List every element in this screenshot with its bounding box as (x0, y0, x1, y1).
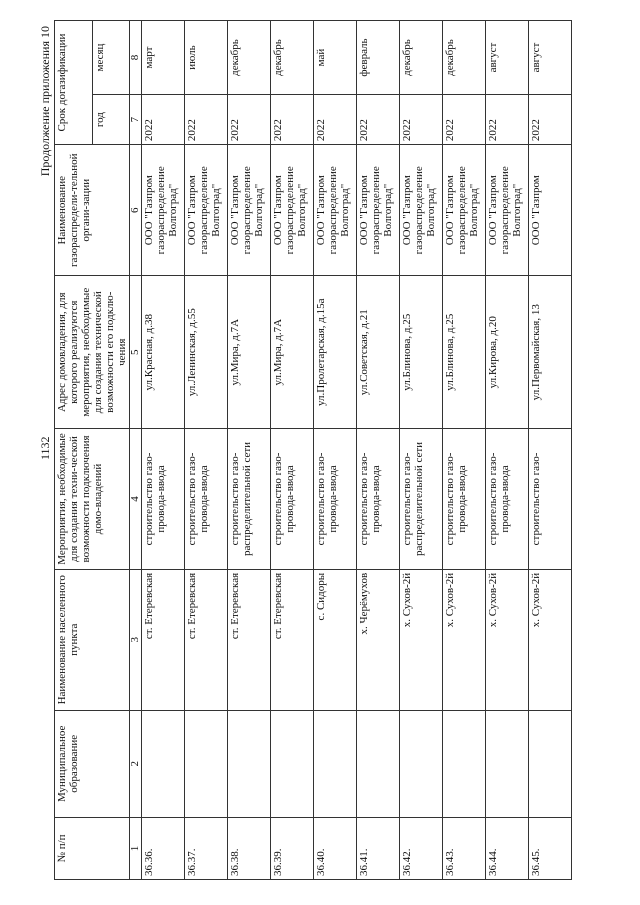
cell-measures: строительство газо-распределительной сети (228, 429, 271, 570)
cell-settlement: ст. Етеревская (142, 569, 185, 710)
cell-no: 36.39. (271, 817, 314, 879)
col-header-no: № п/п (55, 817, 130, 879)
cell-no: 36.41. (357, 817, 400, 879)
cell-no: 36.38. (228, 817, 271, 879)
cell-year: 2022 (142, 95, 185, 145)
col-header-measures: Мероприятия, необходимые для создания техни-ческой возможности подключения домо-владений (55, 429, 130, 570)
cell-address: ул.Кирова, д.20 (486, 276, 529, 429)
cell-month: июль (185, 21, 228, 95)
cell-address: ул.Пролетарская, д.15а (314, 276, 357, 429)
col-number: 8 (130, 21, 142, 95)
col-number: 1 (130, 817, 142, 879)
cell-month: декабрь (400, 21, 443, 95)
cell-address: ул.Блинова, д.25 (443, 276, 486, 429)
cell-municipality (486, 710, 529, 817)
cell-month: декабрь (271, 21, 314, 95)
cell-org: ООО "Газпром газораспределение Волгоград" (357, 145, 400, 276)
cell-address: ул.Красная, д.38 (142, 276, 185, 429)
table-row (142, 21, 185, 880)
cell-org: ООО "Газпром газораспределение Волгоград" (228, 145, 271, 276)
cell-year: 2022 (529, 95, 572, 145)
table-row (400, 21, 443, 880)
cell-measures: строительство газо-провода-ввода (142, 429, 185, 570)
cell-measures: строительство газо-провода-ввода (314, 429, 357, 570)
col-number: 4 (130, 429, 142, 570)
cell-year: 2022 (314, 95, 357, 145)
cell-year: 2022 (486, 95, 529, 145)
col-header-address: Адрес домовладения, для которого реализуются мероприятия, необходимые для создания технической возможности его подклю-чения (55, 276, 130, 429)
cell-measures: строительство газо-провода-ввода (443, 429, 486, 570)
cell-month: март (142, 21, 185, 95)
cell-org: ООО "Газпром газораспределение Волгоград" (400, 145, 443, 276)
cell-no: 36.40. (314, 817, 357, 879)
cell-settlement: ст. Етеревская (271, 569, 314, 710)
cell-settlement: х. Сухов-2й (400, 569, 443, 710)
cell-no: 36.42. (400, 817, 443, 879)
cell-org: ООО "Газпром (529, 145, 572, 276)
cell-org: ООО "Газпром газораспределение Волгоград" (142, 145, 185, 276)
cell-org: ООО "Газпром газораспределение Волгоград" (185, 145, 228, 276)
cell-no: 36.43. (443, 817, 486, 879)
cell-no: 36.45. (529, 817, 572, 879)
cell-year: 2022 (185, 95, 228, 145)
cell-municipality (271, 710, 314, 817)
cell-settlement: х. Сухов-2й (486, 569, 529, 710)
col-header-month: месяц (92, 21, 130, 95)
cell-no: 36.44. (486, 817, 529, 879)
cell-measures: строительство газо-провода-ввода (271, 429, 314, 570)
cell-municipality (400, 710, 443, 817)
cell-month: август (529, 21, 572, 95)
col-number: 5 (130, 276, 142, 429)
cell-settlement: ст. Етеревская (228, 569, 271, 710)
cell-municipality (228, 710, 271, 817)
column-number-row (130, 21, 142, 880)
rotated-content (40, 20, 640, 880)
col-header-org: Наименование газораспредели-тельной органи-зации (55, 145, 130, 276)
cell-settlement: ст. Етеревская (185, 569, 228, 710)
col-number: 7 (130, 95, 142, 145)
cell-org: ООО "Газпром газораспределение Волгоград" (271, 145, 314, 276)
cell-settlement: х. Сухов-2й (443, 569, 486, 710)
cell-measures: строительство газо-провода-ввода (185, 429, 228, 570)
cell-org: ООО "Газпром газораспределение Волгоград" (443, 145, 486, 276)
cell-settlement: с. Сидоры (314, 569, 357, 710)
cell-settlement: х. Черёмухов (357, 569, 400, 710)
cell-year: 2022 (357, 95, 400, 145)
cell-month: февраль (357, 21, 400, 95)
col-header-settlement: Наименование населенного пункта (55, 569, 130, 710)
cell-settlement: х. Сухов-2й (529, 569, 572, 710)
col-header-municipality: Муниципальное образование (55, 710, 130, 817)
cell-no: 36.37. (185, 817, 228, 879)
cell-year: 2022 (443, 95, 486, 145)
cell-address: ул.Мира, д.7А (271, 276, 314, 429)
table-row (443, 21, 486, 880)
continuation-label: Продолжение приложения 10 (38, 26, 52, 177)
col-number: 3 (130, 569, 142, 710)
table-row (529, 21, 572, 880)
table-row (314, 21, 357, 880)
cell-no: 36.36. (142, 817, 185, 879)
cell-org: ООО "Газпром газораспределение Волгоград" (314, 145, 357, 276)
cell-measures: строительство газо-распределительной сети (400, 429, 443, 570)
cell-municipality (185, 710, 228, 817)
col-number: 6 (130, 145, 142, 276)
col-number: 2 (130, 710, 142, 817)
col-header-year: год (92, 95, 130, 145)
cell-municipality (443, 710, 486, 817)
cell-year: 2022 (400, 95, 443, 145)
cell-month: август (486, 21, 529, 95)
table-row (357, 21, 400, 880)
table-row (228, 21, 271, 880)
cell-municipality (357, 710, 400, 817)
cell-municipality (529, 710, 572, 817)
col-header-deadline: Срок догазификации (55, 21, 93, 145)
table-row (486, 21, 529, 880)
header-row (55, 21, 93, 880)
cell-month: декабрь (443, 21, 486, 95)
cell-month: декабрь (228, 21, 271, 95)
cell-address: ул.Блинова, д.25 (400, 276, 443, 429)
cell-municipality (142, 710, 185, 817)
cell-measures: строительство газо-провода-ввода (357, 429, 400, 570)
cell-year: 2022 (228, 95, 271, 145)
cell-measures: строительство газо-провода-ввода (486, 429, 529, 570)
cell-address: ул.Советская, д.21 (357, 276, 400, 429)
page-number: 1132 (38, 436, 52, 460)
table-row (185, 21, 228, 880)
cell-address: ул.Первомайская, 13 (529, 276, 572, 429)
cell-address: ул.Мира, д.7А (228, 276, 271, 429)
cell-measures: строительство газо- (529, 429, 572, 570)
cell-year: 2022 (271, 95, 314, 145)
gasification-table (54, 20, 572, 880)
cell-month: май (314, 21, 357, 95)
table-row (271, 21, 314, 880)
cell-org: ООО "Газпром газораспределение Волгоград" (486, 145, 529, 276)
cell-municipality (314, 710, 357, 817)
cell-address: ул.Ленинская, д.55 (185, 276, 228, 429)
